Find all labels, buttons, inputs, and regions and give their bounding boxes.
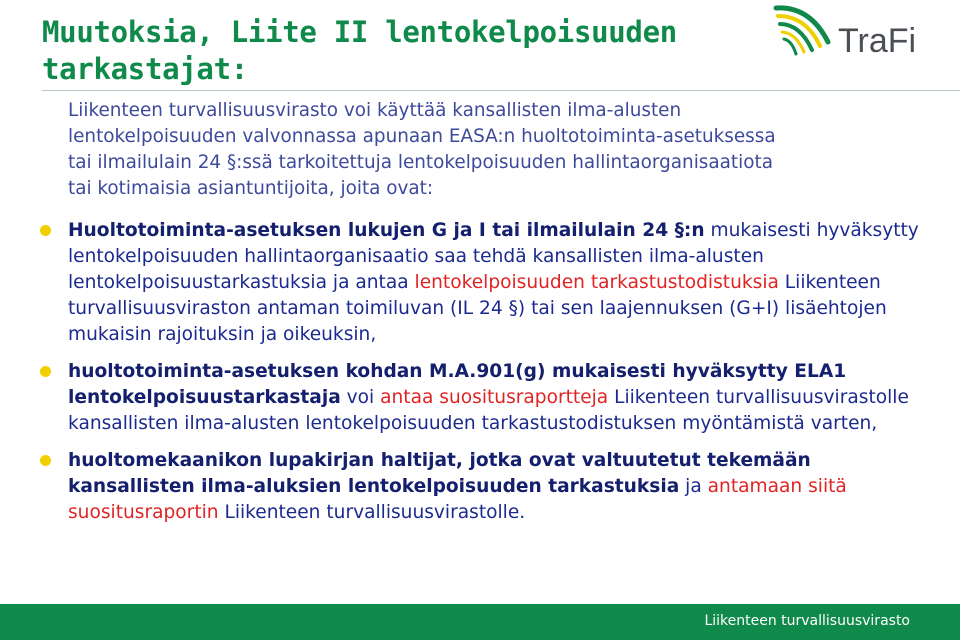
bullet-1-bold: Huoltotoiminta-asetuksen lukujen G ja I tai ilmailulain 24 §:n	[68, 220, 705, 241]
bullet-2-bold: huoltotoiminta-asetuksen kohdan M.A.901(g) mukaisesti hyväksytty ELA1 lentokelpoisuustarkastaja	[68, 361, 847, 408]
bullet-dot-icon	[40, 455, 51, 466]
intro-line: Liikenteen turvallisuusvirasto voi käyttää kansallisten ilma-alusten	[68, 100, 682, 121]
bullet-item-1	[40, 218, 940, 348]
intro-line: tai ilmailulain 24 §:ssä tarkoitettuja lentokelpoisuuden hallintaorganisaatiota	[68, 152, 773, 173]
title-divider	[42, 90, 960, 91]
slide-title	[42, 14, 742, 88]
logo-text: TraFi	[838, 22, 917, 60]
bullet-2-text-2: Liikenteen turvallisuusvirastolle kansallisten ilma-alusten lentokelpoisuuden tarkastustodistuksen myöntämistä varten,	[68, 387, 909, 434]
bullet-1-text-1: mukaisesti hyväksytty lentokelpoisuuden hallintaorganisaatio saa tehdä kansallisten ilma-alusten lentokelpoisuustarkastuksia ja antaa	[68, 220, 919, 293]
intro-line: lentokelpoisuuden valvonnassa apunaan EASA:n huoltotoiminta-asetuksessa	[68, 126, 776, 147]
intro-paragraph	[68, 98, 940, 202]
trafi-logo-mark	[770, 2, 950, 72]
footer-agency-name: Liikenteen turvallisuusvirasto	[704, 613, 910, 629]
footer-bar	[0, 604, 960, 640]
bullet-list	[40, 218, 940, 526]
bullet-1-text-2: Liikenteen turvallisuusviraston antaman toimiluvan (IL 24 §) tai sen laajennuksen (G+I) lisäehtojen mukaisin rajoituksin ja oikeuksin,	[68, 272, 887, 345]
bullet-3-highlight: antamaan siitä suositusraportin	[68, 476, 847, 523]
slide-title-line-2: tarkastajat:	[42, 52, 248, 86]
bullet-2-text-1: voi	[340, 387, 381, 408]
bullet-1-highlight: lentokelpoisuuden tarkastustodistuksia	[414, 272, 779, 293]
bullet-3-text-1: ja	[679, 476, 708, 497]
bullet-3-text-2: Liikenteen turvallisuusvirastolle.	[218, 502, 526, 523]
slide-title-line-1: Muutoksia, Liite II lentokelpoisuuden	[42, 15, 677, 49]
intro-line: tai kotimaisia asiantuntijoita, joita ovat:	[68, 178, 434, 199]
bullet-item-3	[40, 448, 940, 526]
bullet-3-bold: huoltomekaanikon lupakirjan haltijat, jotka ovat valtuutetut tekemään kansallisten ilma-aluksien lentokelpoisuuden tarkastuksia	[68, 450, 811, 497]
bullet-item-2	[40, 359, 940, 437]
trafi-logo	[770, 2, 950, 72]
bullet-2-highlight: antaa suositusraportteja	[380, 387, 609, 408]
bullet-dot-icon	[40, 225, 51, 236]
bullet-dot-icon	[40, 366, 51, 377]
